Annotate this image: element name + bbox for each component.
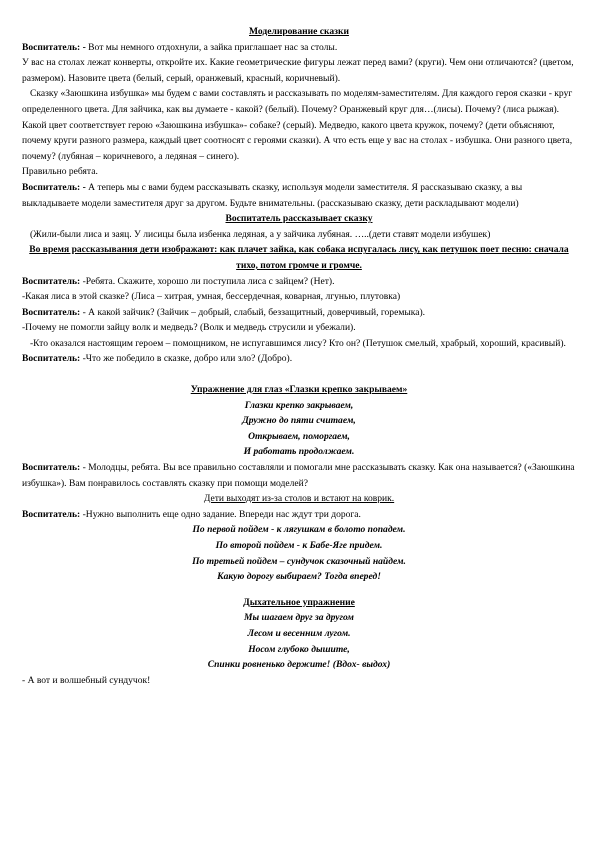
paragraph-story-start: (Жили-были лиса и заяц. У лисицы была избенка ледяная, а у зайчика лубяная. …..(дети ставят модели избушек) — [30, 228, 491, 240]
paragraph-teacher-invite — [22, 40, 576, 56]
section-heading-story: Воспитатель рассказывает сказку — [225, 213, 373, 225]
poem-line: Глазки крепко закрываем, — [244, 399, 354, 411]
poem-line: Дружно до пяти считаем, — [242, 415, 356, 427]
poem-line: Носом глубоко дышите, — [248, 643, 350, 655]
paragraph-praise — [22, 460, 576, 491]
page-title: Моделирование сказки — [249, 26, 349, 37]
paragraph-correct: Правильно ребята. — [22, 166, 98, 178]
paragraph-text: Вот мы немного отдохнули, а зайка приглашает нас за столы. — [85, 41, 338, 53]
section-heading-acting: Во время рассказывания дети изображают: как плачет зайка, как собака испугалась лису, как петушок поет песню: сначала тихо, потом громче и громче. — [29, 244, 569, 271]
speaker-label: Воспитатель: - — [22, 41, 86, 53]
poem-line: Лесом и весенним лугом. — [247, 627, 351, 639]
paragraph-text: - Молодцы, ребята. Вы все правильно составляли и помогали мне рассказывать сказку. Как она называется? («Заюшкина избушка»). Вам понравилось составлять сказку при помощи моделей? — [22, 462, 575, 489]
paragraph-modeling: Сказку «Заюшкина избушка» мы будем с вами составлять и рассказывать по моделям-заместителям. Для каждого героя сказки - круг определенного цвета. Для зайчика, как вы думаете - какой? (белый). Почему? Оранжевый круг для…(лисы). Почему? (лиса рыжая). Какой цвет соответствует герою «Заюшкина избушка»- собаке? (серый). Медведю, какого цвета кружок, почему? (дети объясняют, почему круги разного размера, каждый цвет соотносят с героями сказки). А что есть еще у вас на столах - избушка. Они разного цвета, почему? (лубяная – коричневого, а ледяная – синего). — [22, 88, 573, 162]
paragraph-text: А теперь мы с вами будем рассказывать сказку, используя модели заместителя. Я рассказываю сказку, а вы выкладываете модели заместителя друг за другом. Будьте внимательны. (рассказываю сказку, дети раскладывают модели) — [22, 181, 523, 209]
paragraph-text: - А какой зайчик? (Зайчик – добрый, слабый, беззащитный, доверчивый, горемыка). — [80, 306, 426, 318]
paragraph-question-5: -Кто оказался настоящим героем – помощником, не испугавшимся лису? Кто он? (Петушок смелый, храбрый, хороший, красивый). — [30, 337, 566, 349]
paragraph-question-1 — [22, 274, 576, 290]
speaker-label: Воспитатель: — [22, 306, 81, 318]
paragraph-envelopes: У вас на столах лежат конверты, откройте их. Какие геометрические фигуры лежат перед вами? (круги). Чем они отличаются? (цветом, размером). Назовите цвета (белый, серый, оранжевый, красный, коричневый). — [22, 57, 574, 84]
poem-line: По первой пойдем - к лягушкам в болото попадем. — [192, 524, 406, 536]
speaker-label: Воспитатель: — [22, 462, 81, 474]
speaker-label: Воспитатель: — [22, 353, 81, 365]
section-heading-eyes: Упражнение для глаз «Глазки крепко закрываем» — [190, 384, 408, 396]
poem-line: Спинки ровненько держите! (Вдох- выдох) — [207, 659, 391, 671]
speaker-label: Воспитатель: - — [22, 181, 86, 193]
poem-line: Открываем, поморгаем, — [248, 430, 350, 442]
paragraph-question-6 — [22, 351, 576, 367]
spacer — [22, 367, 576, 382]
speaker-label: Воспитатель: — [22, 275, 81, 287]
paragraph-question-4: -Почему не помогли зайцу волк и медведь? (Волк и медведь струсили и убежали). — [22, 322, 356, 334]
section-heading-carpet: Дети выходят из-за столов и встают на коврик. — [203, 493, 395, 505]
paragraph-text: -Нужно выполнить еще одно задание. Впереди нас ждут три дорога. — [80, 508, 361, 520]
poem-line: Какую дорогу выбираем? Тогда вперед! — [217, 571, 381, 583]
poem-line: Мы шагаем друг за другом — [244, 612, 354, 624]
document-page — [22, 24, 576, 688]
poem-line: И работать продолжаем. — [243, 446, 355, 458]
spacer — [22, 585, 576, 595]
paragraph-text: -Что же победило в сказке, добро или зло? (Добро). — [80, 353, 293, 365]
poem-line: По третьей пойдем – сундучок сказочный найдем. — [192, 555, 406, 567]
paragraph-question-3 — [22, 305, 576, 321]
paragraph-text: -Ребята. Скажите, хорошо ли поступила лиса с зайцем? (Нет). — [80, 275, 335, 287]
poem-line: По второй пойдем - к Бабе-Яге придем. — [215, 540, 383, 551]
paragraph-chest: - А вот и волшебный сундучок! — [22, 674, 151, 686]
paragraph-teacher-tell — [22, 180, 576, 211]
paragraph-task — [22, 507, 576, 523]
speaker-label: Воспитатель: — [22, 508, 81, 520]
section-heading-breathing: Дыхательное упражнение — [243, 596, 355, 608]
paragraph-question-2: -Какая лиса в этой сказке? (Лиса – хитрая, умная, бессердечная, коварная, лгунью, плутовка) — [22, 291, 401, 303]
